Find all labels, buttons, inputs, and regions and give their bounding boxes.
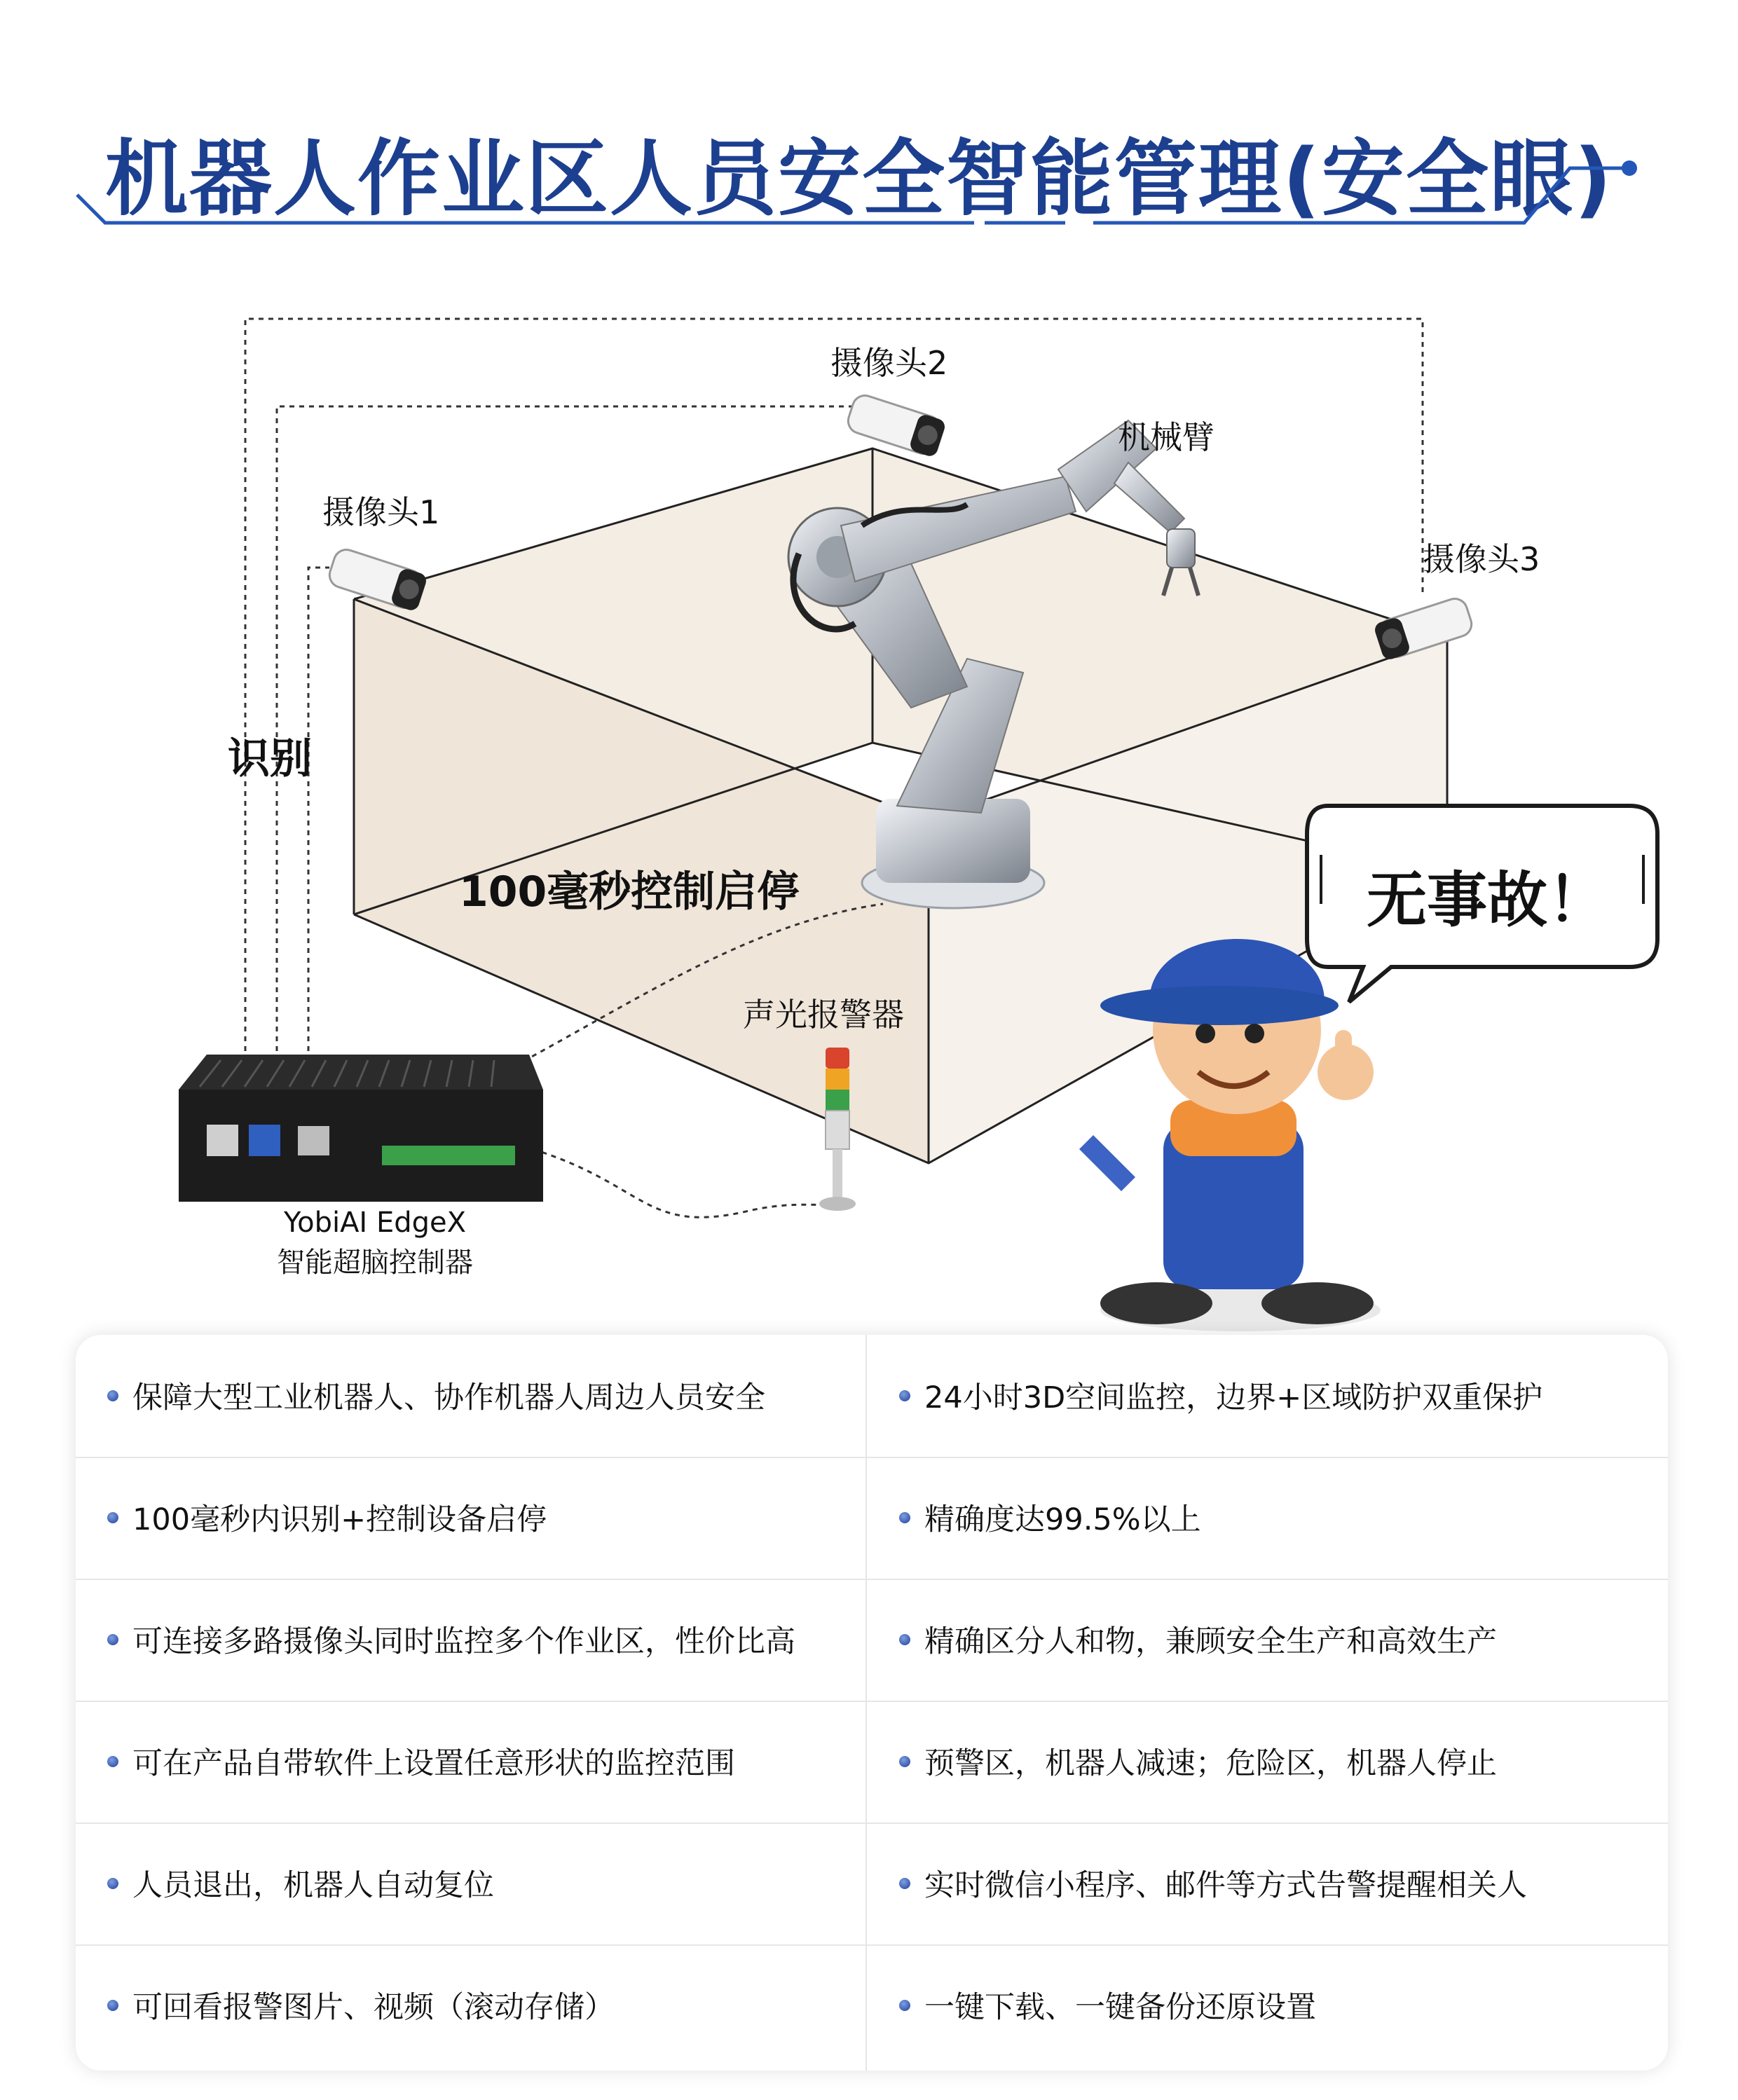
bullet-icon [899, 1756, 910, 1767]
camera-2-label: 摄像头2 [830, 344, 948, 382]
bullet-icon [899, 1878, 910, 1889]
bullet-icon [107, 1512, 118, 1523]
bullet-icon [899, 1634, 910, 1645]
feature-item: 100毫秒内识别+控制设备启停 [107, 1457, 547, 1578]
speech-bubble-text: 无事故！ [1367, 865, 1608, 935]
recognize-label: 识别 [228, 734, 312, 783]
feature-item: 精确区分人和物，兼顾安全生产和高效生产 [899, 1579, 1497, 1700]
robot-arm-illustration [736, 392, 1226, 925]
bullet-icon [899, 1512, 910, 1523]
feature-item: 精确度达99.5%以上 [899, 1457, 1201, 1578]
page-title: 机器人作业区人员安全智能管理(安全眼) [105, 130, 1613, 227]
camera-1-icon [322, 543, 434, 620]
column-divider [865, 1335, 867, 2071]
feature-item: 可回看报警图片、视频（滚动存储） [107, 1944, 615, 2066]
bullet-icon [107, 1756, 118, 1767]
camera-2-icon [841, 389, 953, 466]
feature-item: 预警区，机器人减速；危险区，机器人停止 [899, 1701, 1497, 1822]
controller-description: 智能超脑控制器 [277, 1247, 473, 1279]
robot-arm-label: 机械臂 [1118, 418, 1214, 456]
bullet-icon [107, 2000, 118, 2011]
camera-3-icon [1367, 592, 1479, 669]
bullet-icon [899, 2000, 910, 2011]
control-label: 100毫秒控制启停 [459, 867, 800, 917]
feature-item: 保障大型工业机器人、协作机器人周边人员安全 [107, 1335, 765, 1456]
bullet-icon [107, 1878, 118, 1889]
camera-1-label: 摄像头1 [322, 493, 440, 531]
camera-3-label: 摄像头3 [1423, 540, 1540, 578]
feature-item: 24小时3D空间监控，边界+区域防护双重保护 [899, 1335, 1542, 1456]
features-panel [76, 1335, 1668, 2071]
alarm-light-icon [813, 1044, 862, 1219]
feature-item: 实时微信小程序、邮件等方式告警提醒相关人 [899, 1823, 1527, 1944]
bullet-icon [899, 1390, 910, 1401]
controller-device [179, 1048, 543, 1205]
feature-item: 可在产品自带软件上设置任意形状的监控范围 [107, 1701, 735, 1822]
feature-item: 人员退出，机器人自动复位 [107, 1823, 494, 1944]
feature-item: 一键下载、一键备份还原设置 [899, 1944, 1316, 2066]
feature-item: 可连接多路摄像头同时监控多个作业区，性价比高 [107, 1579, 795, 1700]
alarm-label: 声光报警器 [743, 996, 904, 1034]
controller-name: YobiAI EdgeX [283, 1207, 467, 1239]
bullet-icon [107, 1634, 118, 1645]
bullet-icon [107, 1390, 118, 1401]
